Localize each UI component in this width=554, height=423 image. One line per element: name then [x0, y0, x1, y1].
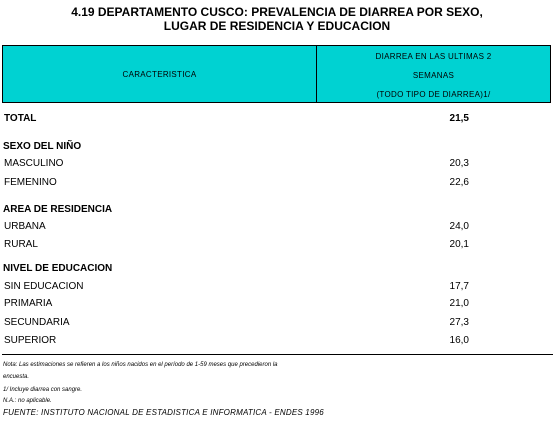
table-row [4, 316, 469, 330]
table-row [4, 220, 469, 234]
table-row [4, 157, 469, 171]
row-label: URBANA [4, 221, 46, 232]
table-title-line1: 4.19 DEPARTAMENTO CUSCO: PREVALENCIA DE DIARREA POR SEXO, [71, 5, 483, 19]
note-line3: 1/ Incluye diarrea con sangre. [3, 387, 83, 393]
row-label: RURAL [4, 239, 38, 250]
total-row [4, 112, 469, 126]
section-title-residence: AREA DE RESIDENCIA [3, 204, 113, 215]
note-line4: N.A.: no aplicable. [3, 398, 52, 404]
row-label: FEMENINO [4, 177, 57, 188]
row-label: MASCULINO [4, 158, 64, 169]
table-row [4, 280, 469, 294]
header-column-line1: DIARREA EN LAS ULTIMAS 2 [375, 52, 492, 61]
row-label: PRIMARIA [4, 298, 53, 309]
row-label: SUPERIOR [4, 335, 57, 346]
table-row [4, 297, 469, 311]
total-value: 21,5 [449, 113, 469, 124]
total-label: TOTAL [4, 113, 37, 124]
header-diarrhea-column [317, 46, 550, 102]
row-value: 20,1 [449, 239, 469, 250]
note-line1: Nota: Las estimaciones se refieren a los niños nacidos en el período de 1-59 meses que precedieron la [3, 362, 278, 368]
row-label: SIN EDUCACION [4, 281, 84, 292]
section-title-education: NIVEL DE EDUCACION [3, 263, 113, 274]
table-header [2, 45, 551, 103]
table-title-line2: LUGAR DE RESIDENCIA Y EDUCACION [163, 19, 391, 33]
row-value: 16,0 [449, 335, 469, 346]
row-value: 27,3 [449, 317, 469, 328]
row-value: 21,0 [449, 298, 469, 309]
header-characteristic: CARACTERISTICA [122, 69, 197, 79]
header-column-line3: (TODO TIPO DE DIARREA)1/ [376, 90, 491, 99]
table-bottom-rule [2, 354, 553, 355]
table-row [4, 176, 469, 190]
section-title-sex: SEXO DEL NIÑO [3, 141, 82, 152]
table-row [4, 334, 469, 348]
row-value: 22,6 [449, 177, 469, 188]
table-row [4, 238, 469, 252]
source-line: FUENTE: INSTITUTO NACIONAL DE ESTADISTICA E INFORMATICA - ENDES 1996 [3, 408, 324, 417]
row-value: 17,7 [449, 281, 469, 292]
row-value: 20,3 [449, 158, 469, 169]
note-line2: encuesta. [3, 374, 30, 380]
header-column-line2: SEMANAS [412, 71, 455, 80]
row-value: 24,0 [449, 221, 469, 232]
row-label: SECUNDARIA [4, 317, 70, 328]
